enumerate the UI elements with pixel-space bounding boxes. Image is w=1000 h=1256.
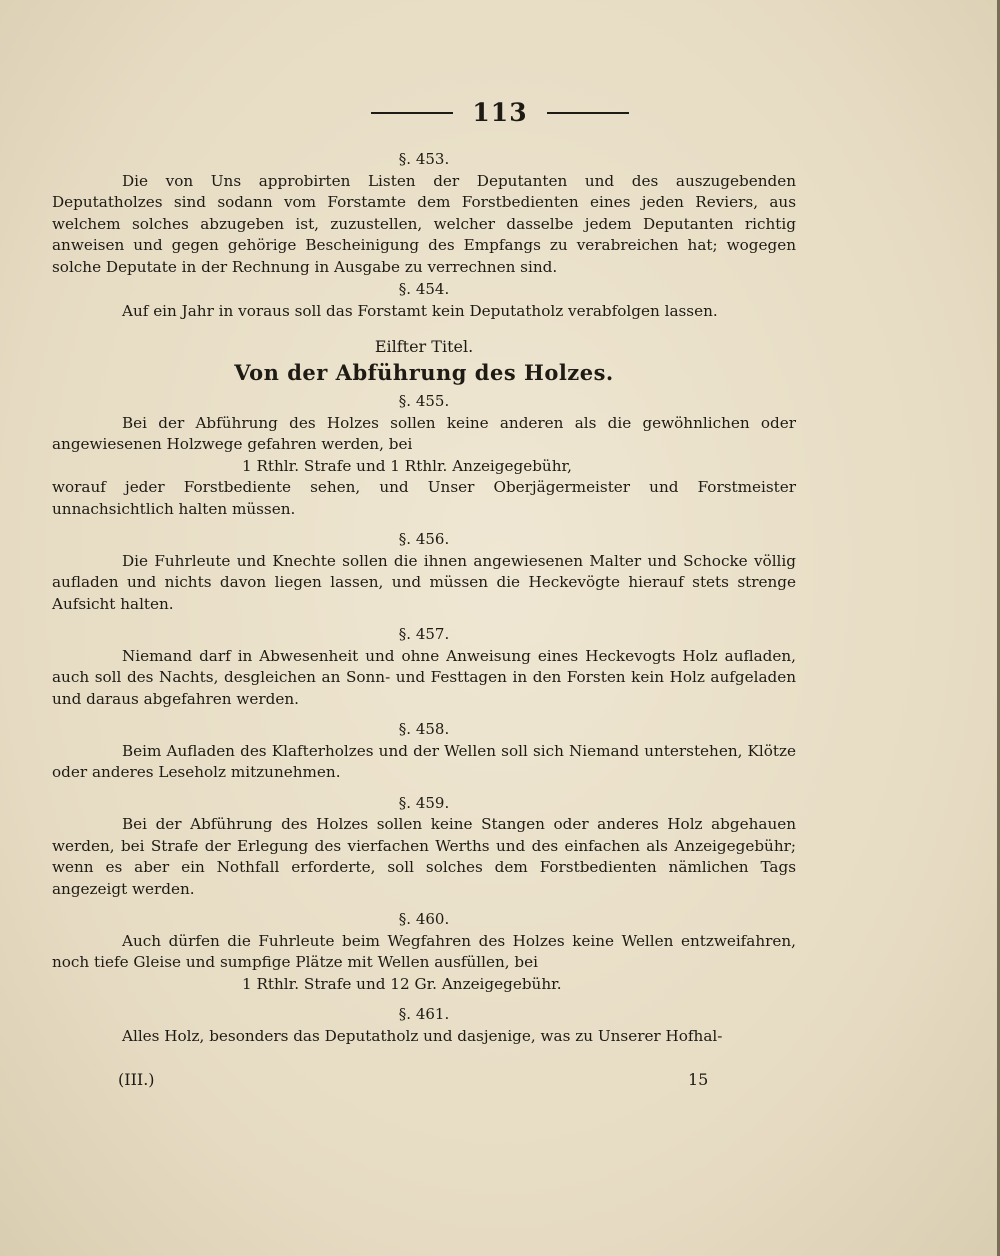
section-heading-455: §. 455. [398,392,450,410]
paragraph-460: Auch dürfen die Fuhrleute beim Wegfahren des Holzes keine Wellen entzweifahren, noch tiefe Gleise und sumpfige Plätze mit Wellen ausfüllen, bei [52,931,796,971]
title-number: Eilfter Titel. [374,337,474,356]
body-text [52,148,796,1047]
section-heading-459: §. 459. [398,793,450,812]
paragraph-455-continued: worauf jeder Forstbediente sehen, und Unser Oberjägermeister und Forstmeister unnachsichtlich halten müssen. [52,478,796,518]
paragraph-456: Die Fuhrleute und Knechte sollen die ihnen angewiesenen Malter und Schocke völlig aufladen und nichts davon liegen lassen, und müssen die Heckevögte hierauf stets strenge Aufsicht halten. [52,551,796,613]
paragraph-455: Bei der Abführung des Holzes sollen keine anderen als die gewöhnlichen oder angewiesenen Holzwege gefahren werden, bei [52,413,796,453]
paragraph-461: Alles Holz, besonders das Deputatholz und dasjenige, was zu Unserer Hofhal- [122,1026,723,1045]
section-heading-454: §. 454. [398,280,450,298]
fine-line-460: 1 Rthlr. Strafe und 12 Gr. Anzeigegebühr. [242,974,562,993]
title-heading: Von der Abführung des Holzes. [234,359,614,385]
paragraph-454: Auf ein Jahr in voraus soll das Forstamt kein Deputatholz verabfolgen lassen. [122,301,718,320]
paragraph-458: Beim Aufladen des Klafterholzes und der Wellen soll sich Niemand unterstehen, Klötze oder anderes Leseholz mitzunehmen. [52,741,796,781]
page-number: 113 [472,98,528,127]
section-heading-457: §. 457. [398,625,450,643]
section-heading-460: §. 460. [398,910,450,928]
signature-mark: (III.) [118,1070,155,1089]
sheet-number: 15 [688,1070,709,1089]
page-header [0,98,1000,127]
section-heading-453: §. 453. [398,150,450,168]
section-heading-461: §. 461. [398,1005,450,1023]
fine-line-455: 1 Rthlr. Strafe und 1 Rthlr. Anzeigegebühr, [242,456,572,475]
paragraph-457: Niemand darf in Abwesenheit und ohne Anweisung eines Heckevogts Holz aufladen, auch soll des Nachts, desgleichen an Sonn- und Festtagen in den Forsten kein Holz aufgeladen und daraus abgefahren werden. [52,646,796,708]
header-rule-right [547,112,629,114]
section-heading-458: §. 458. [398,720,450,738]
paragraph-459: Bei der Abführung des Holzes sollen keine Stangen oder anderes Holz abgehauen werden, bei Strafe der Erlegung des vierfachen Werths und des einfachen als Anzeigegebühr; wenn es aber ein Nothfall erforderte, soll solches dem Forstbedienten nämlichen Tags angezeigt werden. [52,815,796,898]
header-rule-left [371,112,453,114]
paragraph-453: Die von Uns approbirten Listen der Deputanten und des auszugebenden Deputatholzes sind sodann vom Forstamte dem Forstbedienten eines jeden Reviers, aus welchem solches abzugeben ist, zuzustellen, welcher dasselbe jedem Deputanten richtig anweisen und gegen gehörige Bescheinigung des Empfangs zu verabreichen hat; wogegen solche Deputate in der Rechnung in Ausgabe zu verrechnen sind. [52,171,796,276]
section-heading-456: §. 456. [398,530,450,548]
